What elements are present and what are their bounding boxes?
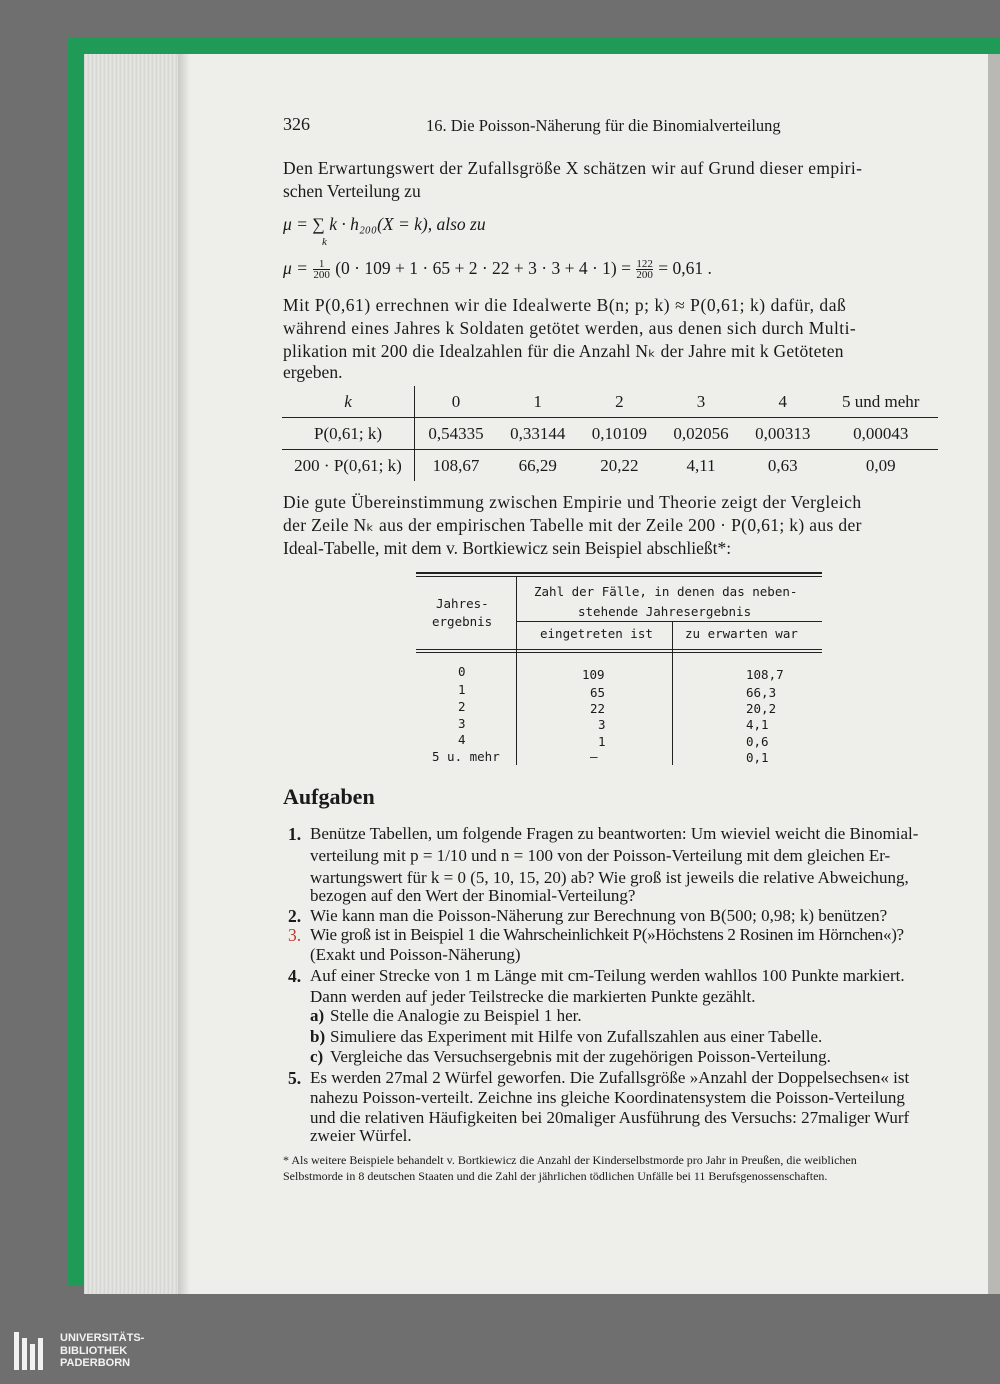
table2-row-3-c3: 4,1 xyxy=(746,717,769,732)
footnote-line-2: Selbstmorde in 8 deutschen Staaten und die Zahl der jährlichen tödlichen Unfälle bei 11 Berufsgenossenschaften. xyxy=(283,1169,828,1183)
table-cell: 0,00313 xyxy=(742,418,824,450)
task-4a-label: a) xyxy=(310,1006,325,1025)
footnote-line-1: * Als weitere Beispiele behandelt v. Bortkiewicz die Anzahl der Kinderselbstmorde pro Jahr in Preußen, die weiblichen xyxy=(283,1153,857,1167)
para3-line-3: Ideal-Tabelle, mit dem v. Bortkiewicz sein Beispiel abschließt*: xyxy=(283,538,732,558)
table2-row-1-c1: 1 xyxy=(458,682,466,697)
table2-group-header-2: stehende Jahresergebnis xyxy=(578,604,752,619)
table-cell: 1 xyxy=(497,386,579,418)
intro-line-1: Den Erwartungswert der Zufallsgröße X schätzen wir auf Grund dieser empiri- xyxy=(283,158,863,178)
fraction-1-200 xyxy=(313,259,330,280)
table-cell: 4 xyxy=(742,386,824,418)
table2-row-2-c2: 22 xyxy=(590,701,606,716)
page-number: 326 xyxy=(283,114,310,134)
para2-line-3: plikation mit 200 die Idealzahlen für die Anzahl Nₖ der Jahre mit k Getöteten xyxy=(283,341,844,361)
task-3-number: 3. xyxy=(288,925,302,945)
table2-row-5-c1: 5 u. mehr xyxy=(432,749,500,764)
fraction-122-200 xyxy=(636,259,653,280)
table2-row-1-c2: 65 xyxy=(590,685,606,700)
logo-line: UNIVERSITÄTS- xyxy=(60,1332,145,1344)
table2-row-0-c1: 0 xyxy=(458,664,466,679)
section-title: Aufgaben xyxy=(283,784,375,809)
table-cell: 0,54335 xyxy=(415,418,497,450)
task-1-line-3: wartungswert für k = 0 (5, 10, 15, 20) ab? Wie groß ist jeweils die relative Abweichung, xyxy=(310,868,909,887)
table-head-rule xyxy=(416,649,822,650)
frac-den: 200 xyxy=(636,269,653,282)
frac-den: 200 xyxy=(313,269,330,282)
table-cell: P(0,61; k) xyxy=(282,418,415,450)
table-cell: 0,33144 xyxy=(497,418,579,450)
table2-subheader-2: zu erwarten war xyxy=(685,626,798,641)
para3-line-1: Die gute Übereinstimmung zwischen Empirie und Theorie zeigt der Vergleich xyxy=(283,492,862,512)
task-1-number: 1. xyxy=(288,824,302,844)
task-1-line-2: verteilung mit p = 1/10 und n = 100 von der Poisson-Verteilung mit dem gleichen Er- xyxy=(310,846,891,865)
task-4-line-1: Auf einer Strecke von 1 m Länge mit cm-Teilung werden wahllos 100 Punkte markiert. xyxy=(310,966,905,985)
formula-result: = 0,61 . xyxy=(658,258,712,278)
table2-row-3-c1: 3 xyxy=(458,716,466,731)
table-cell: 108,67 xyxy=(432,455,480,475)
table-vline-1 xyxy=(516,577,517,765)
table-row xyxy=(282,450,938,482)
task-4-line-2: Dann werden auf jeder Teilstrecke die markierten Punkte gezählt. xyxy=(310,987,756,1006)
table-cell: 0,63 xyxy=(767,455,798,475)
table-cell: 5 und mehr xyxy=(824,386,938,418)
task-1-line-1: Benütze Tabellen, um folgende Fragen zu beantworten: Um wieviel weicht die Binomial- xyxy=(310,824,919,843)
table-row xyxy=(282,418,938,450)
table2-group-header-1: Zahl der Fälle, in denen das neben- xyxy=(534,584,798,599)
table2-row-4-c1: 4 xyxy=(458,732,466,747)
table-vline-2 xyxy=(672,622,673,765)
task-1-line-4: bezogen auf den Wert der Binomial-Verteilung? xyxy=(310,886,636,905)
formula-sum: (0 · 109 + 1 · 65 + 2 · 22 + 3 · 3 + 4 · 1) = xyxy=(335,258,631,278)
formula-computation xyxy=(283,258,712,280)
table2-row-3-c2: 3 xyxy=(598,717,606,732)
task-4b-text: Simuliere das Experiment mit Hilfe von Zufallszahlen aus einer Tabelle. xyxy=(330,1027,823,1046)
table2-col1-header-1: Jahres- xyxy=(436,596,489,611)
page-edges xyxy=(84,54,184,1294)
table-cell: k xyxy=(282,386,415,418)
table-cell: 0,10109 xyxy=(579,418,661,450)
table-cell: 2 xyxy=(579,386,661,418)
formula-expectation: μ = ∑ k · h₂₀₀(X = k), also zu xyxy=(283,214,486,234)
task-4-number: 4. xyxy=(288,966,302,986)
task-4a-text: Stelle die Analogie zu Beispiel 1 her. xyxy=(330,1006,582,1025)
table-cell: 66,29 xyxy=(518,455,557,475)
task-5-number: 5. xyxy=(288,1068,302,1088)
task-5-line-2: nahezu Poisson-verteilt. Zeichne ins gleiche Koordinatensystem die Poisson-Verteilung xyxy=(310,1088,905,1107)
table-cell: 0 xyxy=(415,386,497,418)
frac-num: 122 xyxy=(636,258,653,271)
table2-row-2-c3: 20,2 xyxy=(746,701,777,716)
table2-row-4-c2: 1 xyxy=(598,734,606,749)
table2-col1-header-2: ergebnis xyxy=(432,614,493,629)
table-cell: 0,09 xyxy=(865,455,896,475)
task-4c-text: Vergleiche das Versuchsergebnis mit der zugehörigen Poisson-Verteilung. xyxy=(330,1047,831,1066)
library-logo-text xyxy=(60,1332,144,1370)
facing-page-edge xyxy=(988,54,1000,1294)
logo-line: BIBLIOTHEK xyxy=(60,1344,128,1357)
intro-line-2: schen Verteilung zu xyxy=(283,181,421,201)
table2-row-4-c3: 0,6 xyxy=(746,734,769,749)
table2-subheader-1: eingetreten ist xyxy=(540,626,653,641)
task-5-line-1: Es werden 27mal 2 Würfel geworfen. Die Zufallsgröße »Anzahl der Doppelsechsen« ist xyxy=(310,1068,910,1087)
table-cell: 3 xyxy=(660,386,742,418)
task-2-line-1: Wie kann man die Poisson-Näherung zur Berechnung von B(500; 0,98; k) benützen? xyxy=(310,906,888,925)
task-3-line-1: Wie groß ist in Beispiel 1 die Wahrscheinlichkeit P(»Höchstens 2 Rosinen im Hörnchen«)? xyxy=(310,925,904,944)
table2-row-0-c3: 108,7 xyxy=(746,667,784,682)
table-header-row xyxy=(282,386,938,418)
para2-line-2: während eines Jahres k Soldaten getötet werden, aus denen sich durch Multi- xyxy=(283,318,857,338)
table-cell: 4,11 xyxy=(686,455,716,475)
table-sub-rule xyxy=(517,621,822,622)
formula-sum-index: k xyxy=(322,236,327,248)
table2-row-2-c1: 2 xyxy=(458,699,466,714)
task-5-line-4: zweier Würfel. xyxy=(310,1126,412,1145)
task-5-line-3: und die relativen Häufigkeiten bei 20maliger Ausführung des Versuchs: 27maliger Wurf xyxy=(310,1108,910,1127)
ideal-values-table xyxy=(282,386,938,481)
table-cell: 0,02056 xyxy=(660,418,742,450)
table2-row-1-c3: 66,3 xyxy=(746,685,777,700)
para2-line-1: Mit P(0,61) errechnen wir die Idealwerte B(n; p; k) ≈ P(0,61; k) dafür, daß xyxy=(283,295,847,315)
table-cell: 0,00043 xyxy=(824,418,938,450)
frac-num: 1 xyxy=(313,259,330,270)
running-header: 16. Die Poisson-Näherung für die Binomialverteilung xyxy=(426,116,781,135)
logo-line: PADERBORN xyxy=(60,1357,131,1369)
formula-mu: μ = xyxy=(283,258,308,278)
task-3-line-2: (Exakt und Poisson-Näherung) xyxy=(310,945,521,964)
library-logo-icon xyxy=(14,1332,50,1370)
page-gutter-shadow xyxy=(178,54,190,1294)
table-top-rule-2 xyxy=(416,576,822,577)
table-cell: 200 · P(0,61; k) xyxy=(282,450,415,482)
table2-row-5-c3: 0,1 xyxy=(746,750,769,765)
table-head-rule-2 xyxy=(416,652,822,653)
task-4c-label: c) xyxy=(310,1047,324,1066)
table-top-rule xyxy=(416,572,822,574)
para2-line-4: ergeben. xyxy=(283,362,343,382)
para3-line-2: der Zeile Nₖ aus der empirischen Tabelle mit der Zeile 200 · P(0,61; k) aus der xyxy=(283,515,862,535)
task-2-number: 2. xyxy=(288,906,302,926)
table2-row-0-c2: 109 xyxy=(582,667,605,682)
table2-row-5-c2: — xyxy=(590,749,598,764)
task-4b-label: b) xyxy=(310,1027,326,1046)
table-cell: 20,22 xyxy=(600,455,639,475)
